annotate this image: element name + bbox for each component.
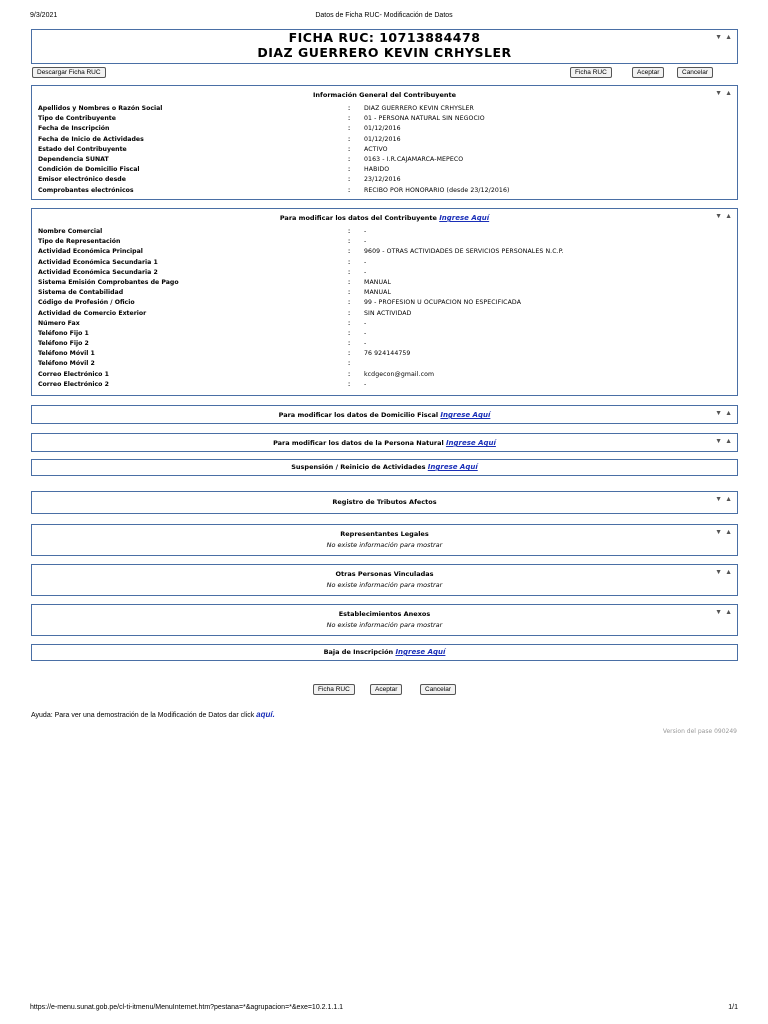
section-title-text: Para modificar los datos de Domicilio Fiscal (278, 411, 439, 419)
field-label: Actividad de Comercio Exterior (38, 309, 147, 317)
field-separator: : (348, 145, 351, 153)
ficha-ruc-button[interactable]: Ficha RUC (570, 67, 612, 78)
field-label: Fecha de Inscripción (38, 125, 110, 133)
representantes-panel (31, 524, 738, 556)
field-separator: : (348, 176, 351, 184)
domicilio-panel (31, 405, 738, 424)
field-row (38, 175, 731, 185)
panel-toggle[interactable] (713, 438, 733, 445)
field-label: Correo Electrónico 2 (38, 380, 109, 388)
field-row (38, 227, 731, 237)
section-title-text: Baja de Inscripción (323, 648, 394, 656)
field-label: Número Fax (38, 319, 80, 327)
field-row (38, 349, 731, 359)
field-row (38, 104, 731, 114)
field-separator: : (348, 268, 351, 276)
field-label: Emisor electrónico desde (38, 176, 126, 184)
field-row (38, 165, 731, 175)
field-row (38, 145, 731, 155)
ingrese-aqui-link[interactable]: Ingrese Aquí (445, 439, 496, 447)
section-title-text: Para modificar los datos del Contribuyente (279, 214, 437, 222)
field-row (38, 114, 731, 124)
field-separator: : (348, 289, 351, 297)
baja-panel (31, 644, 738, 661)
panel-toggle[interactable] (713, 410, 733, 417)
otras-personas-panel (31, 564, 738, 596)
section-title: Representantes Legales (340, 530, 429, 538)
expand-up-icon[interactable]: ▲ (725, 438, 733, 445)
cancel-button[interactable]: Cancelar (677, 67, 713, 78)
field-label: Sistema Emisión Comprobantes de Pago (38, 278, 179, 286)
field-separator: : (348, 228, 351, 235)
contribuyente-rows (38, 227, 731, 390)
section-title: Registro de Tributos Afectos (332, 498, 437, 506)
cancel-button-bottom[interactable]: Cancelar (420, 684, 456, 695)
field-label: Estado del Contribuyente (38, 145, 127, 153)
field-row (38, 278, 731, 288)
field-row (38, 186, 731, 196)
panel-toggle[interactable] (713, 609, 733, 616)
accept-button-bottom[interactable]: Aceptar (370, 684, 402, 695)
collapse-down-icon[interactable]: ▼ (715, 410, 724, 417)
field-value: DIAZ GUERRERO KEVIN CRHYSLER (364, 105, 474, 112)
field-label: Comprobantes electrónicos (38, 186, 134, 194)
expand-up-icon[interactable]: ▲ (725, 90, 733, 97)
field-value: 0163 - I.R.CAJAMARCA-MEPECO (364, 155, 464, 163)
collapse-down-icon[interactable]: ▼ (715, 438, 724, 445)
field-row (38, 380, 731, 390)
ingrese-aqui-link[interactable]: Ingrese Aquí (427, 463, 478, 471)
field-value: - (364, 258, 367, 266)
collapse-down-icon[interactable]: ▼ (715, 213, 724, 220)
establecimientos-panel (31, 604, 738, 636)
ficha-ruc-number: FICHA RUC: 10713884478 (288, 30, 481, 45)
section-title: Otras Personas Vinculadas (335, 570, 434, 578)
section-title: Información General del Contribuyente (312, 91, 457, 99)
help-text (31, 710, 275, 719)
expand-up-icon[interactable]: ▲ (725, 609, 733, 616)
section-title: Establecimientos Anexos (338, 610, 431, 618)
field-label: Correo Electrónico 1 (38, 370, 109, 378)
panel-toggle[interactable] (713, 496, 733, 503)
ingrese-aqui-link[interactable]: Ingrese Aquí (439, 214, 490, 222)
field-separator: : (348, 350, 351, 358)
download-ficha-button[interactable]: Descargar Ficha RUC (32, 67, 106, 78)
panel-toggle[interactable] (713, 34, 733, 41)
field-value: 9609 - OTRAS ACTIVIDADES DE SERVICIOS PERSONALES N.C.P. (364, 248, 564, 256)
section-title (32, 460, 737, 471)
tributos-panel (31, 491, 738, 514)
ficha-ruc-button-bottom[interactable]: Ficha RUC (313, 684, 355, 695)
field-label: Fecha de Inicio de Actividades (38, 135, 144, 143)
field-separator: : (348, 115, 351, 123)
field-row (38, 247, 731, 257)
section-title (32, 645, 737, 656)
field-separator: : (348, 105, 351, 112)
print-date: 9/3/2021 (30, 12, 58, 19)
field-value: RECIBO POR HONORARIO (desde 23/12/2016) (364, 186, 510, 194)
field-separator: : (348, 309, 351, 317)
field-value: 76 924144759 (364, 350, 411, 358)
print-url: https://e-menu.sunat.gob.pe/cl-ti-itmenu/MenuInternet.htm?pestana=*&agrupacion=*&exe=10.2.1.1.1 (30, 1004, 344, 1011)
field-label: Tipo de Contribuyente (38, 115, 116, 123)
field-separator: : (348, 380, 351, 388)
field-separator: : (348, 166, 351, 174)
field-row (38, 155, 731, 165)
field-label: Dependencia SUNAT (38, 155, 109, 163)
field-value: 99 - PROFESION U OCUPACION NO ESPECIFICADA (364, 299, 522, 307)
field-separator: : (348, 155, 351, 163)
field-separator: : (348, 238, 351, 246)
field-row (38, 124, 731, 134)
field-row (38, 288, 731, 298)
info-rows (38, 104, 731, 196)
field-value: ACTIVO (364, 145, 388, 153)
expand-up-icon[interactable]: ▲ (725, 34, 733, 41)
field-row (38, 135, 731, 145)
ingrese-aqui-link[interactable]: Ingrese Aquí (440, 411, 491, 419)
field-value: 01/12/2016 (364, 135, 401, 143)
field-row (38, 237, 731, 247)
accept-button[interactable]: Aceptar (632, 67, 664, 78)
panel-toggle[interactable] (713, 529, 733, 536)
ficha-title-panel (31, 29, 738, 64)
field-label: Teléfono Móvil 2 (38, 360, 95, 368)
field-label: Apellidos y Nombres o Razón Social (38, 105, 163, 112)
field-value: 23/12/2016 (364, 176, 401, 184)
help-link[interactable]: aquí. (256, 710, 275, 719)
field-value: SIN ACTIVIDAD (364, 309, 412, 317)
field-separator: : (348, 278, 351, 286)
contributor-name: DIAZ GUERRERO KEVIN CRHYSLER (257, 45, 512, 60)
field-separator: : (348, 340, 351, 348)
field-value: MANUAL (364, 278, 392, 286)
print-header (30, 12, 738, 22)
field-label: Actividad Económica Secundaria 1 (38, 258, 158, 266)
field-value: 01 - PERSONA NATURAL SIN NEGOCIO (364, 115, 485, 123)
suspension-panel (31, 459, 738, 476)
panel-toggle[interactable] (713, 569, 733, 576)
field-value: HABIDO (364, 166, 390, 174)
field-label: Teléfono Móvil 1 (38, 350, 95, 358)
expand-up-icon[interactable]: ▲ (725, 496, 733, 503)
field-separator: : (348, 329, 351, 337)
field-separator: : (348, 258, 351, 266)
field-separator: : (348, 319, 351, 327)
field-value: - (364, 268, 367, 276)
general-info-panel (31, 85, 738, 200)
section-title-text: Suspensión / Reinicio de Actividades (291, 463, 426, 471)
field-label: Código de Profesión / Oficio (38, 299, 135, 307)
field-label: Actividad Económica Secundaria 2 (38, 268, 158, 276)
version-label: Version del pase 090249 (662, 728, 737, 735)
expand-up-icon[interactable]: ▲ (725, 213, 733, 220)
print-page-number: 1/1 (728, 1004, 738, 1011)
field-label: Condición de Domicilio Fiscal (38, 166, 140, 174)
field-value: - (364, 228, 367, 235)
field-value: - (364, 319, 367, 327)
collapse-down-icon[interactable]: ▼ (715, 569, 724, 576)
print-title: Datos de Ficha RUC- Modificación de Datos (315, 12, 453, 19)
collapse-down-icon[interactable]: ▼ (715, 90, 724, 97)
field-row (38, 329, 731, 339)
field-value: MANUAL (364, 289, 392, 297)
section-title (32, 434, 737, 447)
collapse-down-icon[interactable]: ▼ (715, 496, 724, 503)
panel-toggle[interactable] (713, 90, 733, 97)
field-row (38, 339, 731, 349)
section-title (32, 209, 737, 222)
collapse-down-icon[interactable]: ▼ (715, 609, 724, 616)
collapse-down-icon[interactable]: ▼ (715, 34, 724, 41)
field-value: 01/12/2016 (364, 125, 401, 133)
field-row (38, 258, 731, 268)
expand-up-icon[interactable]: ▲ (725, 569, 733, 576)
field-label: Nombre Comercial (38, 228, 103, 235)
field-label: Sistema de Contabilidad (38, 289, 124, 297)
expand-up-icon[interactable]: ▲ (725, 410, 733, 417)
field-row (38, 268, 731, 278)
field-label: Teléfono Fijo 2 (38, 340, 89, 348)
field-label: Teléfono Fijo 1 (38, 329, 89, 337)
print-footer (30, 1004, 738, 1014)
field-separator: : (348, 186, 351, 194)
field-value: - (364, 340, 367, 348)
empty-message: No existe información para mostrar (326, 541, 443, 549)
expand-up-icon[interactable]: ▲ (725, 529, 733, 536)
field-separator: : (348, 370, 351, 378)
field-separator: : (348, 248, 351, 256)
help-label: Ayuda: Para ver una demostración de la Modificación de Datos dar click (31, 712, 255, 719)
empty-message: No existe información para mostrar (326, 581, 443, 589)
empty-message: No existe información para mostrar (326, 621, 443, 629)
field-separator: : (348, 125, 351, 133)
field-value: - (364, 329, 367, 337)
collapse-down-icon[interactable]: ▼ (715, 529, 724, 536)
contribuyente-panel (31, 208, 738, 396)
field-row (38, 370, 731, 380)
field-label: Tipo de Representación (38, 238, 121, 246)
field-row (38, 298, 731, 308)
field-row (38, 309, 731, 319)
field-value: - (364, 238, 367, 246)
panel-toggle[interactable] (713, 213, 733, 220)
field-value: kcdgecon@gmail.com (364, 370, 435, 378)
section-title-text: Para modificar los datos de la Persona Natural (273, 439, 444, 447)
field-separator: : (348, 360, 351, 368)
field-value: - (364, 380, 367, 388)
ingrese-aqui-link[interactable]: Ingrese Aquí (395, 648, 446, 656)
field-separator: : (348, 299, 351, 307)
field-label: Actividad Económica Principal (38, 248, 143, 256)
section-title (32, 406, 737, 419)
field-row (38, 319, 731, 329)
field-separator: : (348, 135, 351, 143)
field-row (38, 359, 731, 369)
persona-natural-panel (31, 433, 738, 452)
